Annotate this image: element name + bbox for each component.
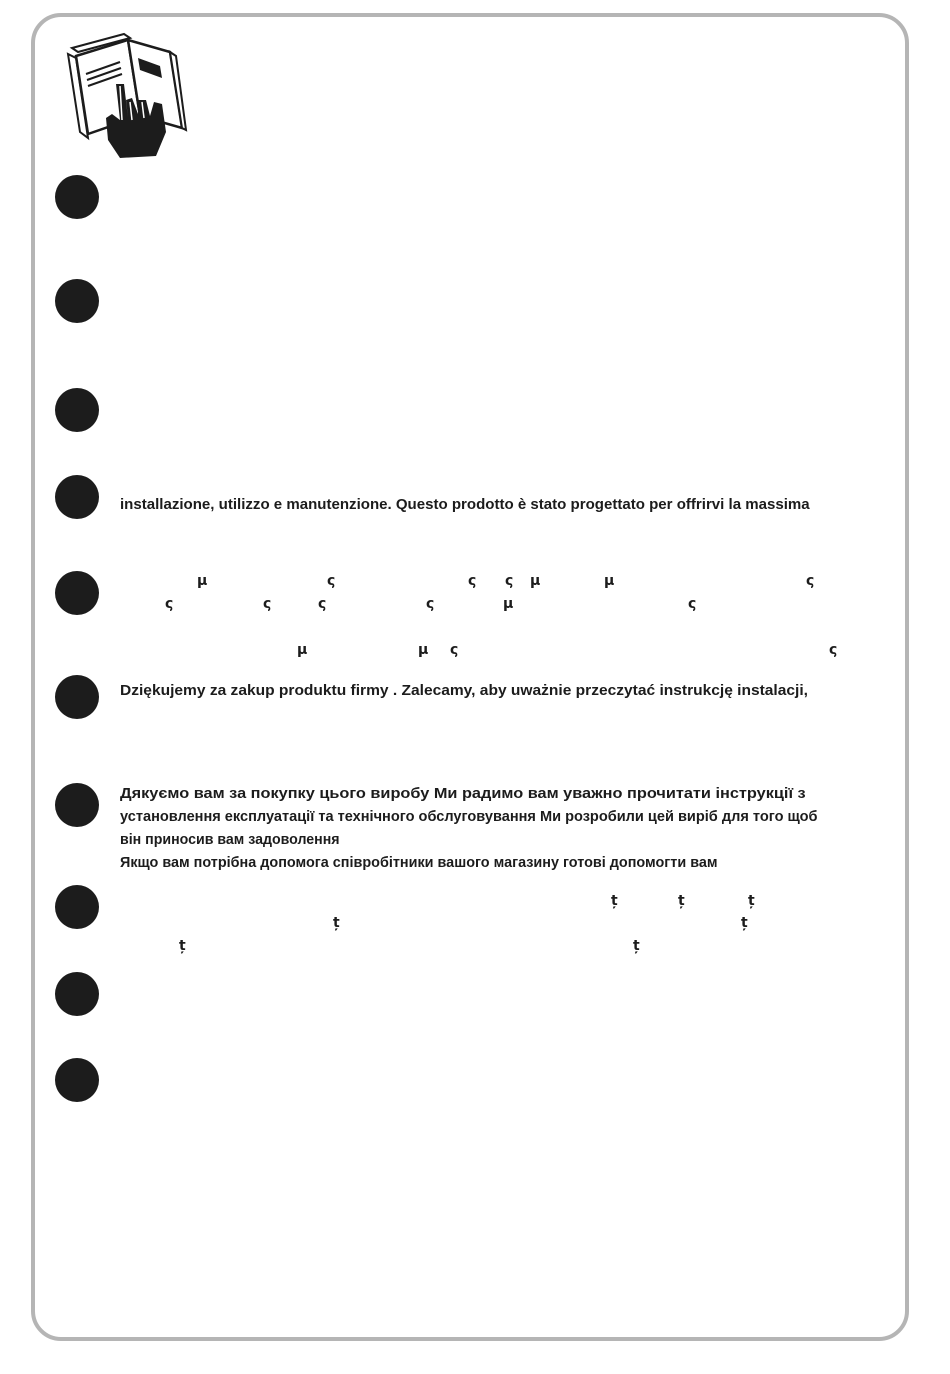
gr-glyph: ς xyxy=(829,642,838,658)
gr-glyph: ς xyxy=(468,573,477,589)
ukrainian-line-4: Якщо вам потрібна допомога співробітники вашого магазину готові допомогти вам xyxy=(120,855,718,871)
bullet-3 xyxy=(55,388,99,432)
gr-glyph: μ xyxy=(530,573,541,589)
polish-paragraph: Dziękujemy za zakup produktu firmy . Zalecamy, aby uważnie przeczytać instrukcję instalacji, xyxy=(120,683,808,699)
read-manual-icon xyxy=(58,28,193,163)
ro-glyph: ț xyxy=(611,893,618,909)
gr-glyph: μ xyxy=(503,596,514,612)
ukrainian-line-3: він приносив вам задоволення xyxy=(120,832,340,848)
gr-glyph: μ xyxy=(197,573,208,589)
ro-glyph: ț xyxy=(748,893,755,909)
gr-glyph: ς xyxy=(318,596,327,612)
ro-glyph: ț xyxy=(741,915,748,931)
bullet-1 xyxy=(55,175,99,219)
gr-glyph: ς xyxy=(165,596,174,612)
italian-paragraph: installazione, utilizzo e manutenzione. Questo prodotto è stato progettato per offrirvi la massima xyxy=(120,497,810,513)
bullet-ro xyxy=(55,885,99,929)
gr-glyph: ς xyxy=(505,573,514,589)
bullet-gr xyxy=(55,571,99,615)
gr-glyph: μ xyxy=(604,573,615,589)
ro-glyph: ț xyxy=(678,893,685,909)
gr-glyph: μ xyxy=(418,642,429,658)
page-frame xyxy=(31,13,909,1341)
bullet-uk xyxy=(55,783,99,827)
bullet-9 xyxy=(55,972,99,1016)
gr-glyph: ς xyxy=(450,642,459,658)
bullet-10 xyxy=(55,1058,99,1102)
gr-glyph: μ xyxy=(297,642,308,658)
ro-glyph: ț xyxy=(333,915,340,931)
bullet-pl xyxy=(55,675,99,719)
gr-glyph: ς xyxy=(327,573,336,589)
gr-glyph: ς xyxy=(263,596,272,612)
gr-glyph: ς xyxy=(426,596,435,612)
bullet-2 xyxy=(55,279,99,323)
ukrainian-line-2: установлення експлуатації та технічного обслуговування Ми розробили цей виріб для того щоб xyxy=(120,809,818,825)
gr-glyph: ς xyxy=(688,596,697,612)
bullet-it xyxy=(55,475,99,519)
ukrainian-line-1: Дякуємо вам за покупку цього виробу Ми радимо вам уважно прочитати інструкції з xyxy=(120,786,806,802)
gr-glyph: ς xyxy=(806,573,815,589)
ro-glyph: ț xyxy=(179,938,186,954)
ro-glyph: ț xyxy=(633,938,640,954)
